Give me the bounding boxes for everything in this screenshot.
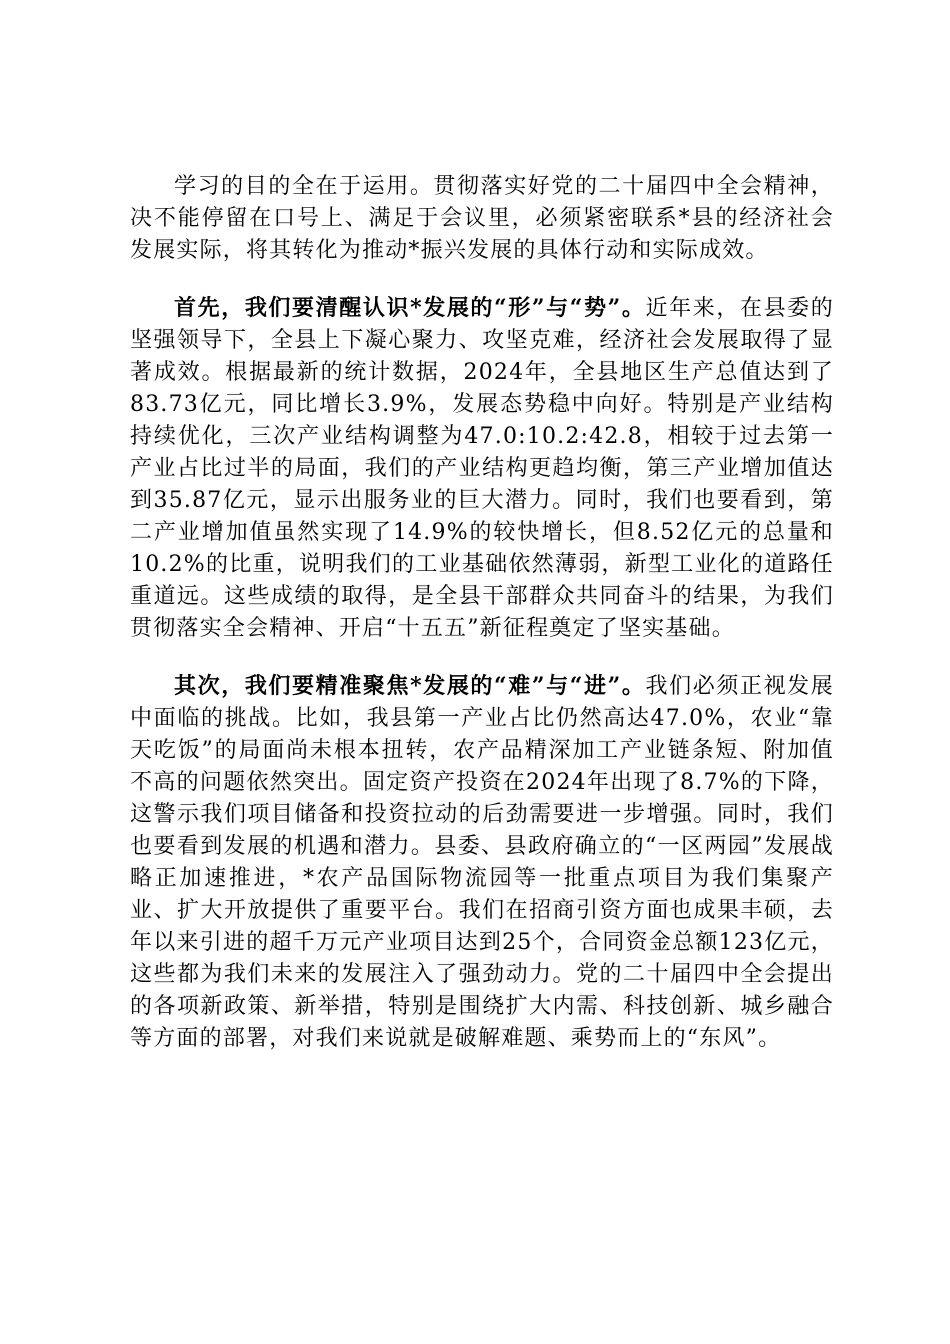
- paragraph-lead: 其次，我们要精准聚焦*发展的“难”与“进”。: [174, 673, 646, 699]
- paragraph-text: 近年来，在县委的坚强领导下，全县上下凝心聚力、攻坚克难，经济社会发展取得了显著成效。根据最新的统计数据，2024年，全县地区生产总值达到了83.73亿元，同比增长3.9%，发展态势稳中向好。特别是产业结构持续优化，三次产业结构调整为47.0:10.2:42.8，相较于过去第一产业占比过半的局面，我们的产业结构更趋均衡，第三产业增加值达到35.87亿元，显示出服务业的巨大潜力。同时，我们也要看到，第二产业增加值虽然实现了14.9%的较快增长，但8.52亿元的总量和10.2%的比重，说明我们的工业基础依然薄弱，新型工业化的道路任重道远。这些成绩的取得，是全县干部群众共同奋斗的结果，为我们贯彻落实全会精神、开启“十五五”新征程奠定了坚实基础。: [130, 296, 834, 641]
- paragraph-text: 我们必须正视发展中面临的挑战。比如，我县第一产业占比仍然高达47.0%，农业“靠天吃饭”的局面尚未根本扭转，农产品精深加工产业链条短、附加值不高的问题依然突出。固定资产投资在2024年出现了8.7%的下降，这警示我们项目储备和投资拉动的后劲需要进一步增强。同时，我们也要看到发展的机遇和潜力。县委、县政府确立的“一区两园”发展战略正加速推进，*农产品国际物流园等一批重点项目为我们集聚产业、扩大开放提供了重要平台。我们在招商引资方面也成果丰硕，去年以来引进的超千万元产业项目达到25个，合同资金总额123亿元，这些都为我们未来的发展注入了强劲动力。党的二十届四中全会提出的各项新政策、新举措，特别是围绕扩大内需、科技创新、城乡融合等方面的部署，对我们来说就是破解难题、乘势而上的“东风”。: [130, 674, 834, 1051]
- paragraph-3: [130, 670, 834, 1055]
- paragraph-2: [130, 292, 834, 645]
- paragraph-text: 学习的目的全在于运用。贯彻落实好党的二十届四中全会精神，决不能停留在口号上、满足于会议里，必须紧密联系*县的经济社会发展实际，将其转化为推动*振兴发展的具体行动和实际成效。: [130, 174, 834, 263]
- paragraph-lead: 首先，我们要清醒认识*发展的“形”与“势”。: [174, 295, 646, 321]
- paragraph-1: [130, 170, 834, 267]
- document-page: [130, 170, 834, 1080]
